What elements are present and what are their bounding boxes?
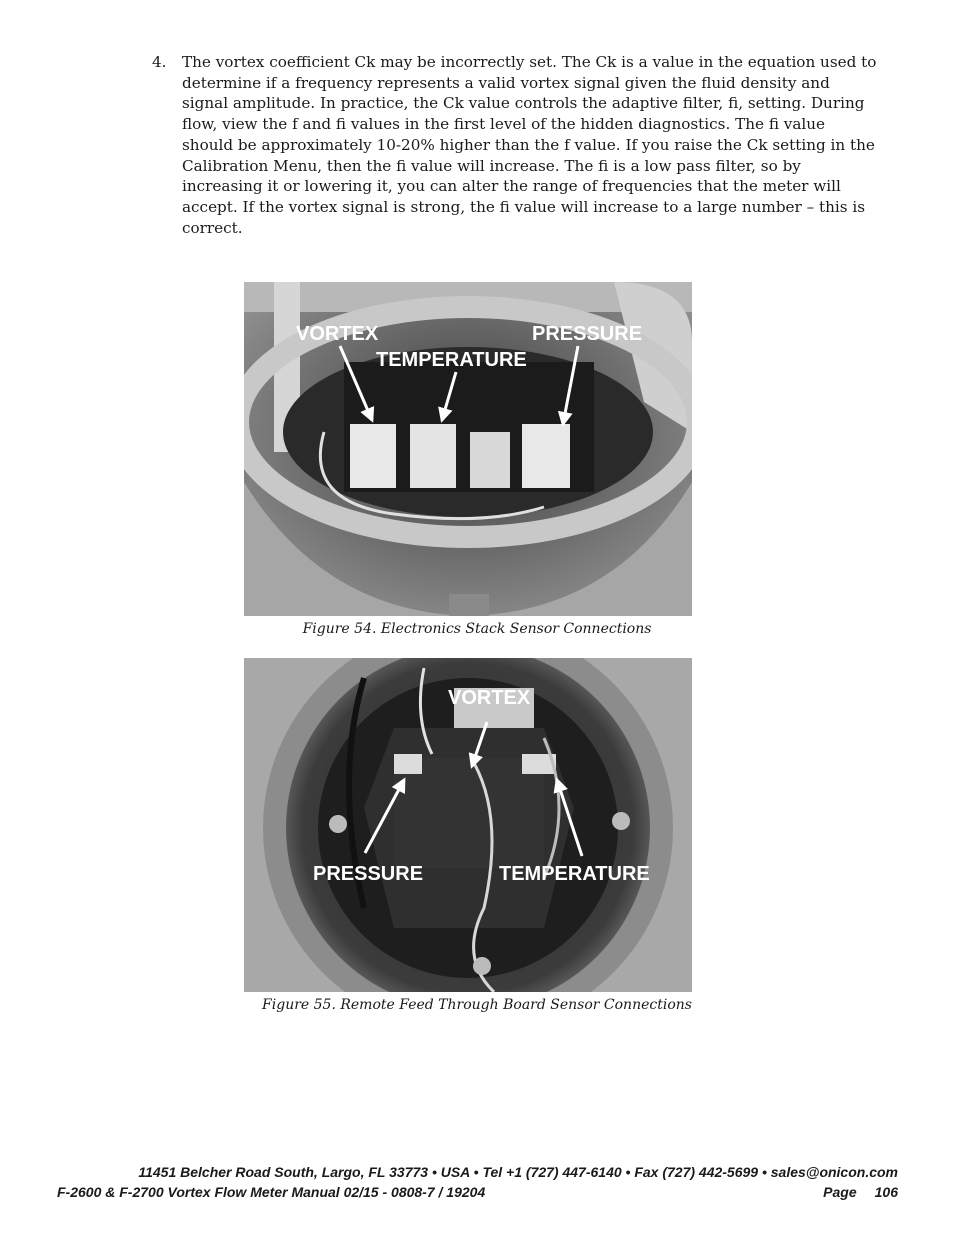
feed-through-board-image <box>244 658 692 992</box>
electronics-stack-image <box>244 282 692 616</box>
footer-page-number: 106 <box>874 1184 898 1200</box>
footer-page-label: Page <box>823 1184 857 1200</box>
paragraph-text: The vortex coefficient Ck may be incorrectly set. The Ck is a value in the equation used to determine if a frequency represents a valid vortex signal given the fluid density and signal amplitude. In practice, the Ck value controls the adaptive filter, fi, setting. During flow, view the f and fi values in the first level of the hidden diagnostics. The fi value should be approximately 10-20% higher than the f value. If you raise the Ck setting in the Calibration Menu, then the fi value will increase. The fi is a low pass filter, so by increasing it or lowering it, you can alter the range of frequencies that the meter will accept. If the vortex signal is strong, the fi value will increase to a large number – this is correct. <box>182 53 877 237</box>
label-pressure: PRESSURE <box>532 323 643 345</box>
figure-55-photo <box>244 658 692 992</box>
list-item-number: 4. <box>152 53 167 71</box>
label-vortex: VORTEX <box>296 323 379 345</box>
footer-address: 11451 Belcher Road South, Largo, FL 33773 • USA • Tel +1 (727) 447-6140 • Fax (727) 442-5699 • sales@onicon.com <box>138 1164 898 1180</box>
label-vortex: VORTEX <box>448 687 531 709</box>
figure-55-caption: Figure 55. Remote Feed Through Board Sensor Connections <box>262 997 692 1013</box>
figure-54-photo <box>244 282 692 616</box>
figure-54-caption: Figure 54. Electronics Stack Sensor Connections <box>302 621 652 637</box>
label-temperature: TEMPERATURE <box>499 863 650 885</box>
footer-manual-title: F-2600 & F-2700 Vortex Flow Meter Manual 02/15 - 0808-7 / 19204 <box>57 1184 486 1200</box>
label-pressure: PRESSURE <box>313 863 424 885</box>
footer-page <box>823 1184 898 1200</box>
label-temperature: TEMPERATURE <box>376 349 527 371</box>
footer-manual-line <box>57 1184 898 1200</box>
